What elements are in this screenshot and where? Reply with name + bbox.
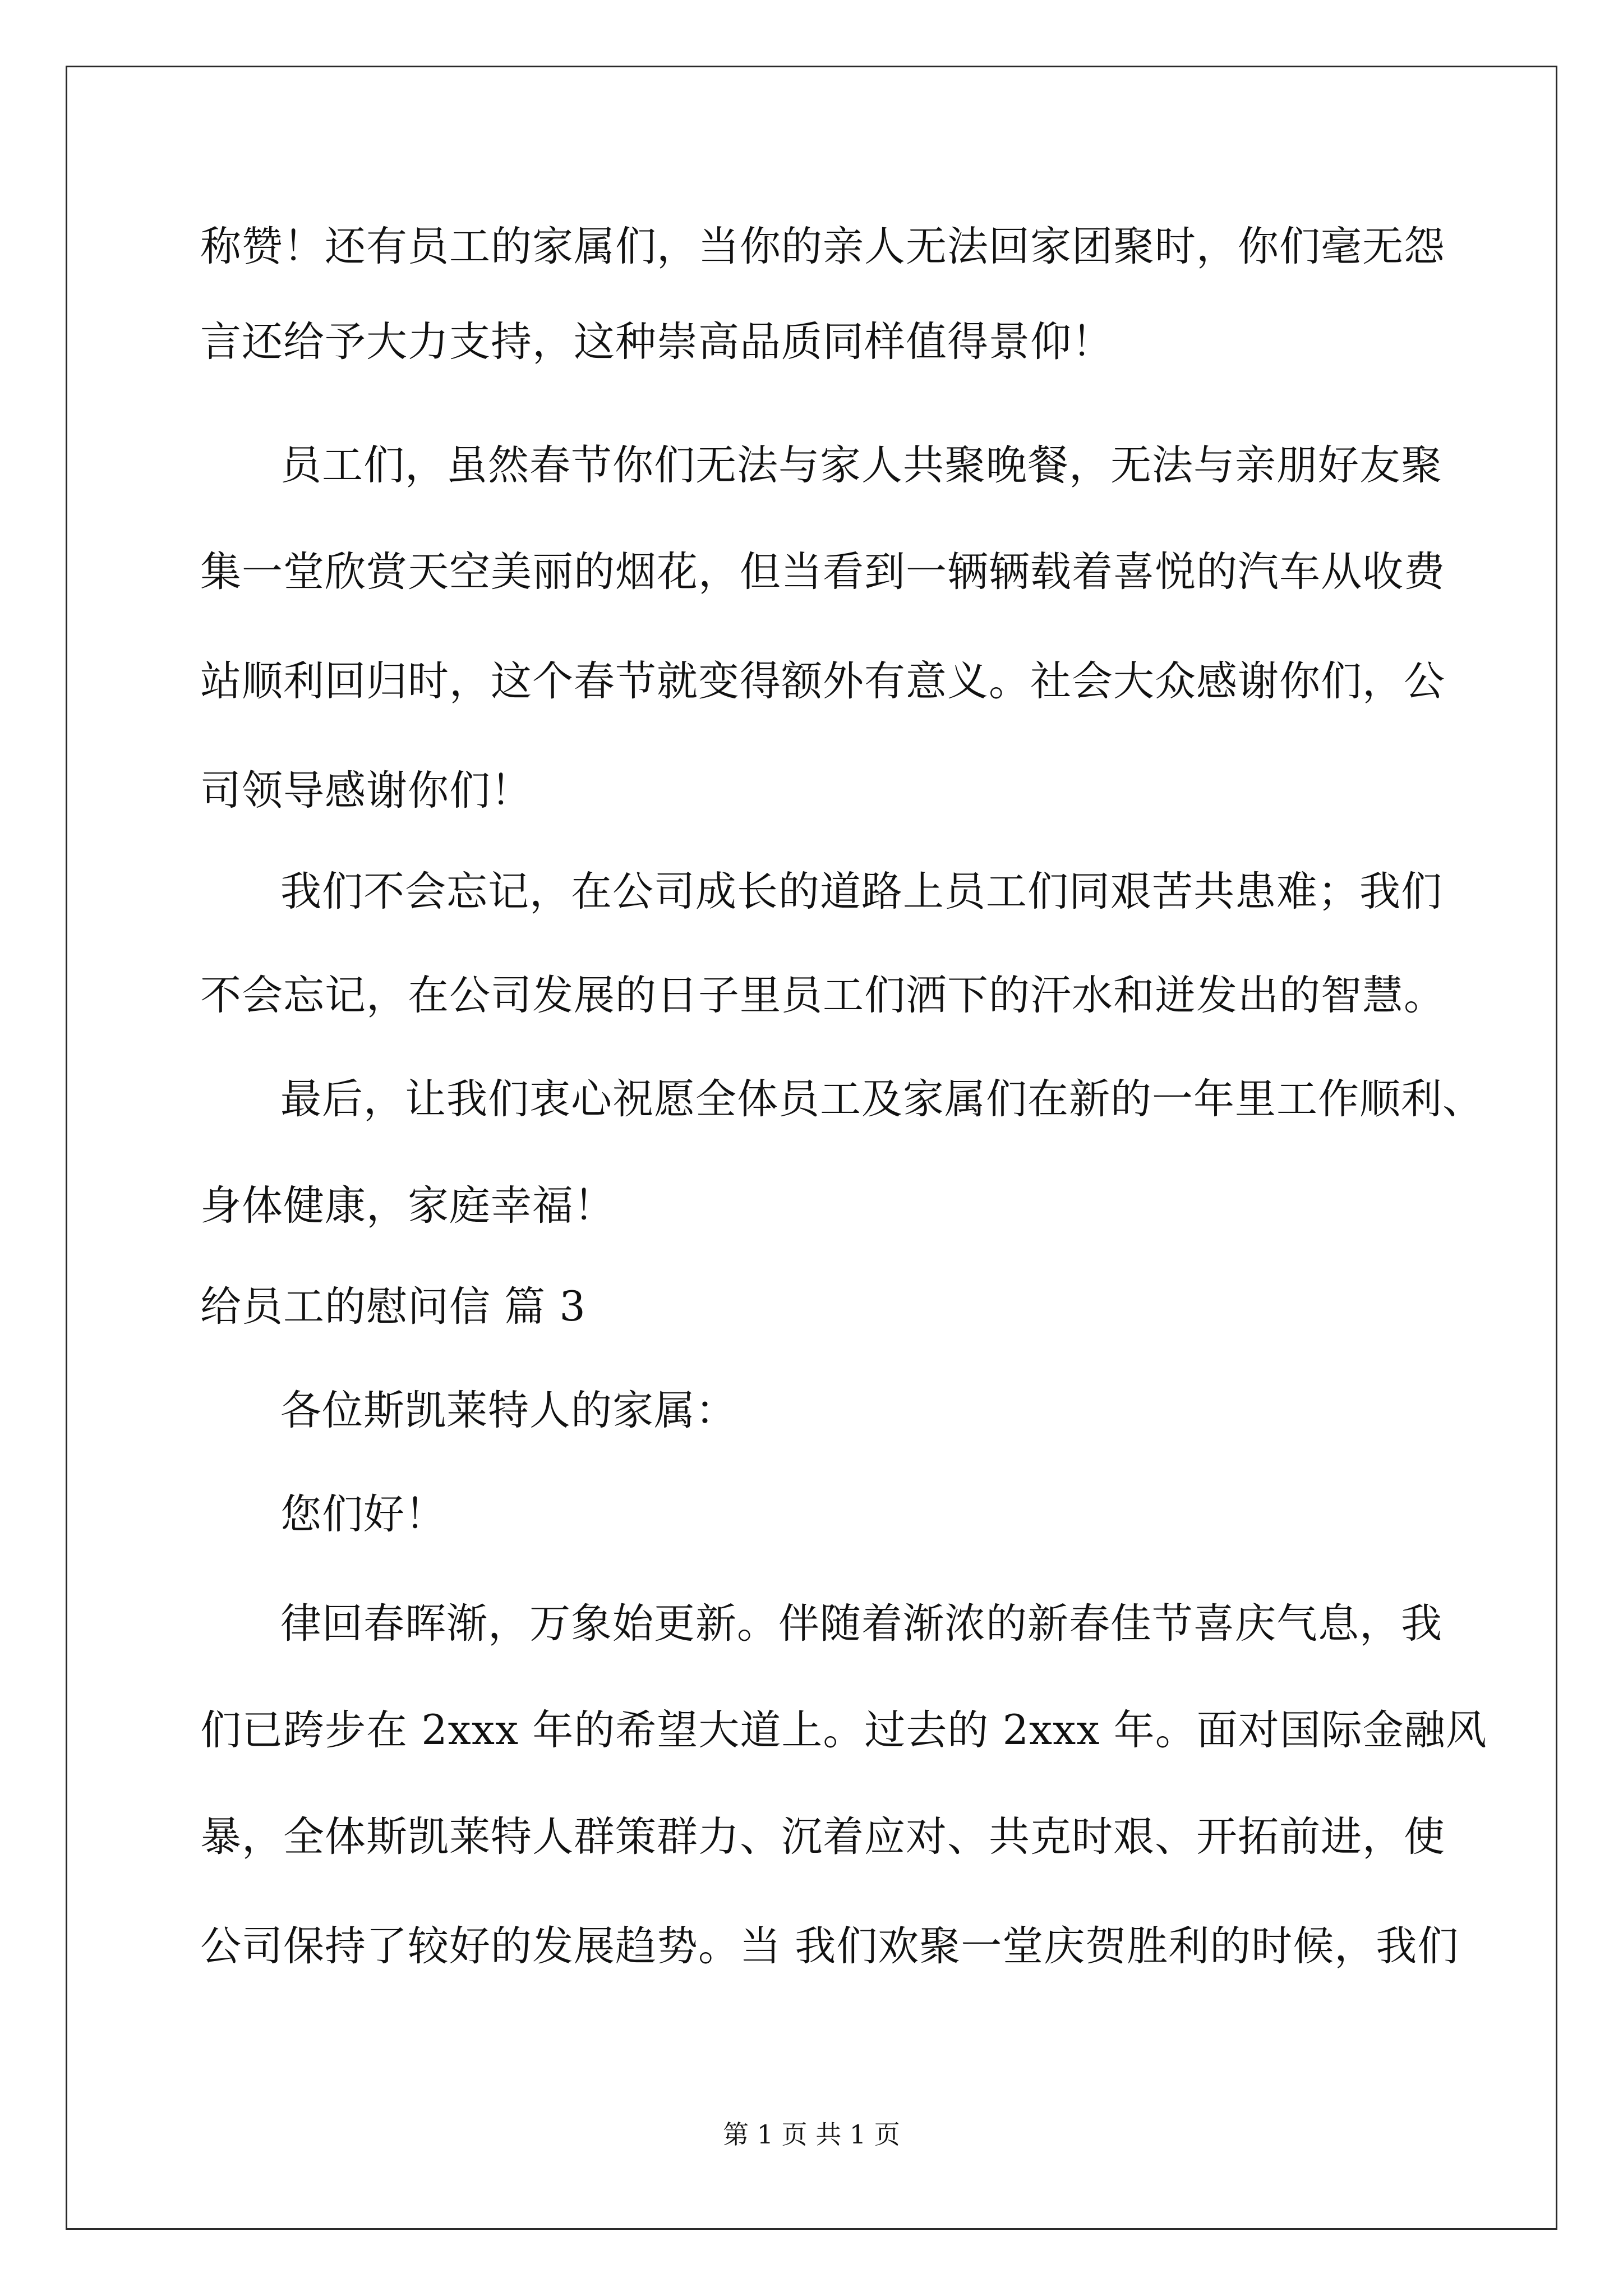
body-line: 公司保持了较好的发展趋势。当 我们欢聚一堂庆贺胜利的时候，我们 xyxy=(200,1922,1459,1970)
page-footer: 第 1 页 共 1 页 xyxy=(723,2119,900,2150)
greeting: 您们好！ xyxy=(280,1490,446,1538)
body-line: 暴，全体斯凯莱特人群策群力、沉着应对、共克时艰、开拓前进，使 xyxy=(200,1813,1445,1861)
paragraph-first-line: 律回春晖渐，万象始更新。伴随着渐浓的新春佳节喜庆气息，我 xyxy=(280,1600,1442,1648)
paragraph-first-line: 我们不会忘记，在公司成长的道路上员工们同艰苦共患难；我们 xyxy=(280,868,1442,915)
page-border xyxy=(66,66,1557,2230)
body-line: 们已跨步在 2xxx 年的希望大道上。过去的 2xxx 年。面对国际金融风 xyxy=(200,1706,1487,1754)
body-line: 称赞！还有员工的家属们，当你的亲人无法回家团聚时，你们毫无怨 xyxy=(200,223,1445,270)
salutation: 各位斯凯莱特人的家属： xyxy=(280,1387,737,1434)
body-line: 身体健康，家庭幸福！ xyxy=(200,1182,615,1230)
body-line: 不会忘记，在公司发展的日子里员工们洒下的汗水和迸发出的智慧。 xyxy=(200,972,1445,1019)
paragraph-first-line: 员工们，虽然春节你们无法与家人共聚晚餐，无法与亲朋好友聚 xyxy=(280,441,1442,489)
body-line: 司领导感谢你们！ xyxy=(200,767,532,815)
body-line: 言还给予大力支持，这种崇高品质同样值得景仰！ xyxy=(200,318,1113,366)
paragraph-first-line: 最后，让我们衷心祝愿全体员工及家属们在新的一年里工作顺利、 xyxy=(280,1075,1484,1123)
body-line: 集一堂欣赏天空美丽的烟花，但当看到一辆辆载着喜悦的汽车从收费 xyxy=(200,548,1445,596)
body-line: 站顺利回归时，这个春节就变得额外有意义。社会大众感谢你们，公 xyxy=(200,657,1445,705)
section-heading: 给员工的慰问信 篇 3 xyxy=(200,1283,586,1331)
